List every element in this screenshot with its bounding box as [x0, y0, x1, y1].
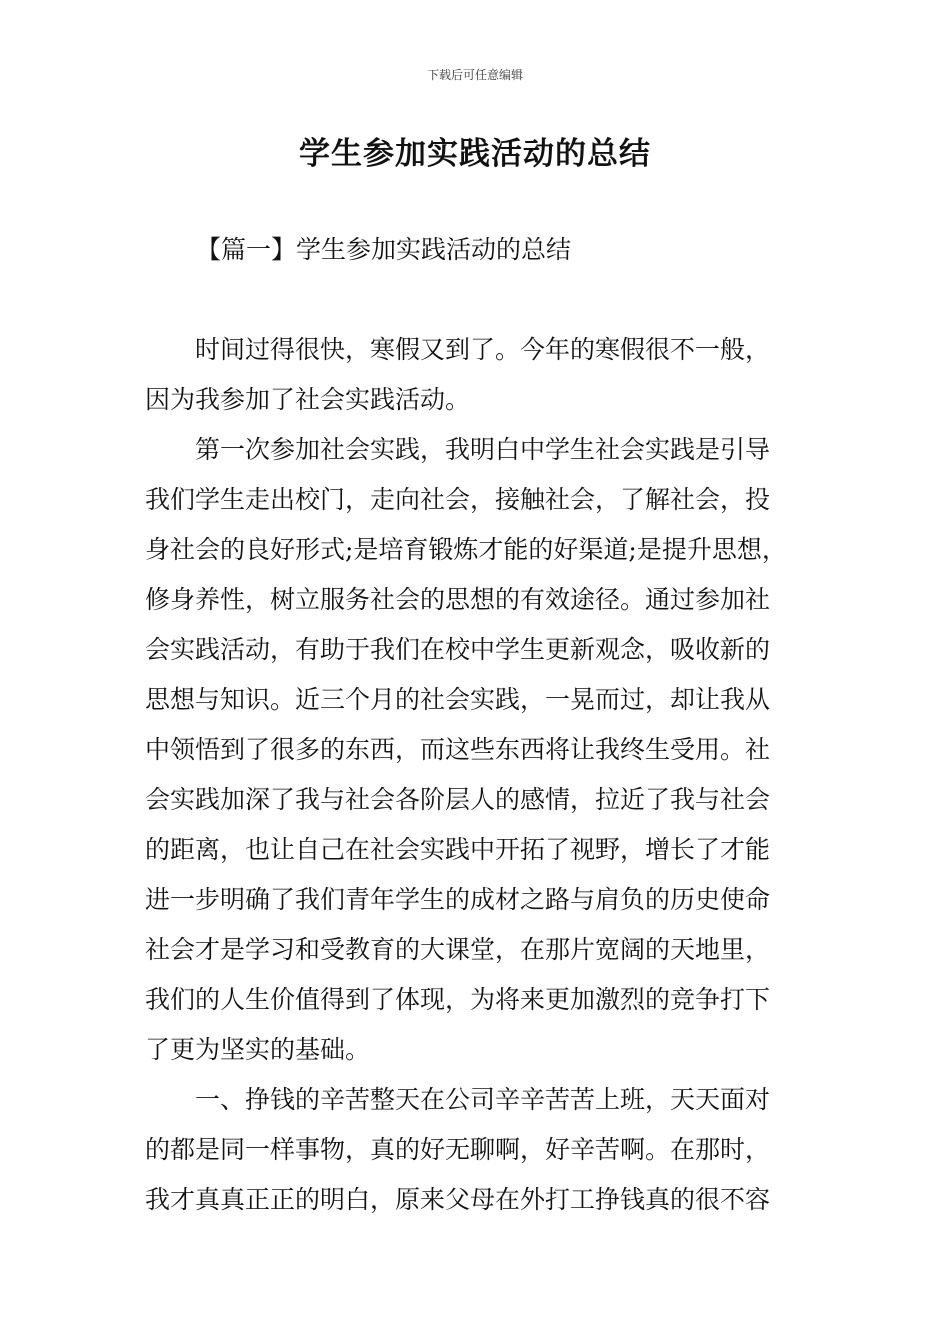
text-line: 第一次参加社会实践，我明白中学生社会实践是引导	[145, 435, 771, 464]
text-line: 了更为坚实的基础。	[145, 1035, 371, 1064]
text-line: 思想与知识。近三个月的社会实践，一晃而过，却让我从	[145, 685, 771, 714]
body-text	[145, 325, 815, 1225]
text-line: 会实践活动，有助于我们在校中学生更新观念，吸收新的	[145, 635, 771, 664]
paragraph	[145, 425, 815, 1075]
text-line: 一、挣钱的辛苦整天在公司辛辛苦苦上班，天天面对	[145, 1085, 771, 1114]
text-line: 中领悟到了很多的东西，而这些东西将让我终生受用。社	[145, 735, 771, 764]
text-line: 社会才是学习和受教育的大课堂，在那片宽阔的天地里，	[145, 935, 771, 964]
text-line: 的距离，也让自己在社会实践中开拓了视野，增长了才能	[145, 835, 771, 864]
text-line: 会实践加深了我与社会各阶层人的感情，拉近了我与社会	[145, 785, 771, 814]
text-line: 我们的人生价值得到了体现，为将来更加激烈的竞争打下	[145, 985, 771, 1014]
paragraph	[145, 325, 815, 425]
text-line: 的都是同一样事物，真的好无聊啊，好辛苦啊。在那时，	[145, 1135, 771, 1164]
text-line: 我才真真正正的明白，原来父母在外打工挣钱真的很不容	[145, 1185, 771, 1214]
section-heading: 【篇一】学生参加实践活动的总结	[196, 235, 572, 264]
header-note: 下载后可任意编辑	[426, 68, 523, 82]
text-line: 我们学生走出校门，走向社会，接触社会，了解社会，投	[145, 485, 771, 514]
text-line: 修身养性，树立服务社会的思想的有效途径。通过参加社	[145, 585, 771, 614]
text-line: 时间过得很快，寒假又到了。今年的寒假很不一般，	[145, 335, 771, 364]
document-title: 学生参加实践活动的总结	[299, 136, 651, 172]
text-line: 进一步明确了我们青年学生的成材之路与肩负的历史使命	[145, 885, 771, 914]
text-line: 因为我参加了社会实践活动。	[145, 385, 471, 414]
paragraph	[145, 1075, 815, 1225]
text-line: 身社会的良好形式;是培育锻炼才能的好渠道;是提升思想，	[145, 535, 787, 564]
